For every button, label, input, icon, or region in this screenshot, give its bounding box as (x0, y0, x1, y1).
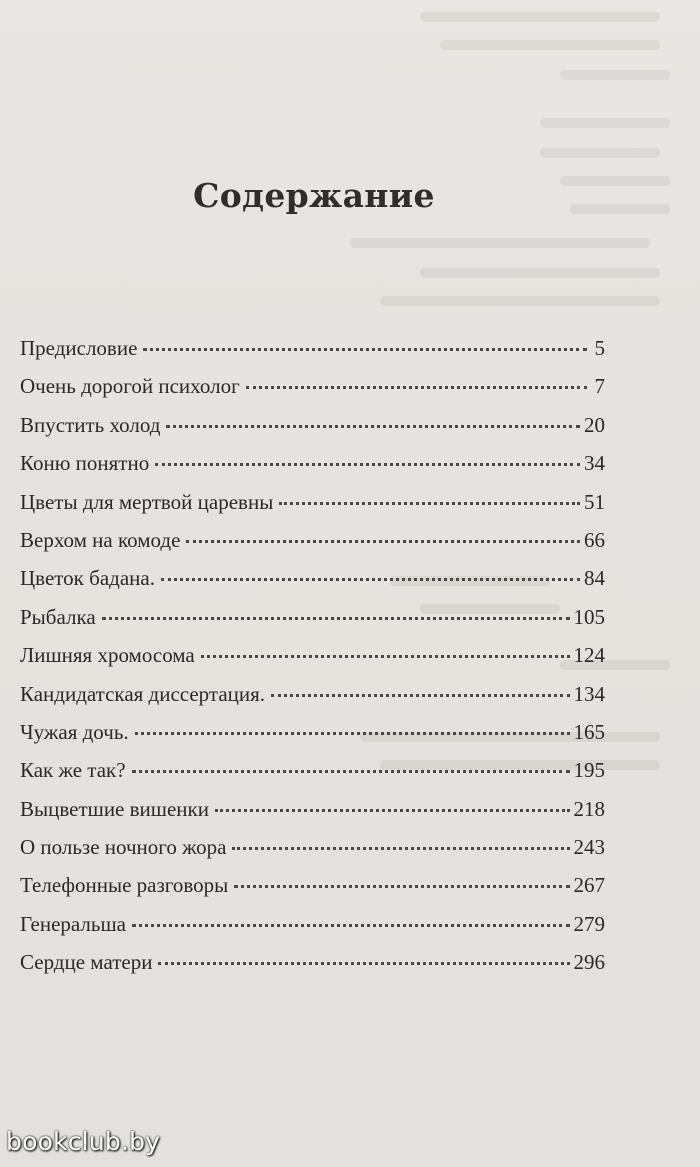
toc-entry (20, 566, 605, 604)
table-of-contents (20, 336, 605, 989)
toc-entry-title: Как же так? (20, 758, 126, 783)
toc-entry-page: 243 (573, 835, 605, 860)
toc-entry-title: Кандидатская диссертация. (20, 681, 266, 706)
bleed-through-line (350, 238, 650, 248)
toc-entry-title: Рыбалка (20, 604, 96, 629)
toc-entry-page: 51 (584, 489, 605, 514)
bleed-through-line (380, 296, 660, 306)
toc-entry (20, 374, 605, 412)
bleed-through-line (420, 268, 660, 278)
toc-entry (20, 797, 605, 835)
dot-leader (271, 694, 569, 697)
dot-leader (201, 655, 570, 658)
dot-leader (232, 847, 569, 850)
toc-entry-title: Коню понятно (20, 451, 150, 476)
toc-entry-page: 218 (573, 796, 605, 821)
dot-leader (215, 809, 570, 812)
bleed-through-line (540, 148, 660, 158)
toc-entry-page: 105 (573, 604, 605, 629)
toc-entry-title: Впустить холод (20, 412, 161, 437)
toc-entry (20, 413, 605, 451)
toc-entry (20, 950, 605, 988)
toc-entry-title: Цветы для мертвой царевны (20, 489, 274, 514)
toc-entry-page: 296 (573, 950, 605, 975)
toc-entry-title: Телефонные разговоры (20, 873, 229, 898)
toc-entry-title: Очень дорогой психолог (20, 374, 240, 399)
toc-entry-page: 34 (584, 451, 605, 476)
toc-entry-title: Выцветшие вишенки (20, 796, 209, 821)
toc-entry-title: Чужая дочь. (20, 719, 129, 744)
toc-entry-page: 20 (584, 412, 605, 437)
dot-leader (158, 962, 569, 965)
toc-entry (20, 720, 605, 758)
dot-leader (186, 540, 580, 543)
dot-leader (161, 578, 580, 581)
toc-entry (20, 451, 605, 489)
dot-leader (279, 502, 580, 505)
toc-entry (20, 912, 605, 950)
toc-entry-page: 7 (594, 374, 605, 399)
bleed-through-line (540, 118, 670, 128)
toc-entry-title: О пользе ночного жора (20, 835, 227, 860)
toc-entry-page: 84 (584, 566, 605, 591)
toc-entry-title: Цветок бадана. (20, 566, 155, 591)
toc-entry-page: 134 (573, 681, 605, 706)
dot-leader (102, 617, 570, 620)
toc-entry-page: 5 (594, 336, 605, 360)
toc-entry-title: Генеральша (20, 911, 126, 936)
toc-entry-page: 66 (584, 527, 605, 552)
toc-entry-page: 195 (573, 758, 605, 783)
dot-leader (132, 770, 570, 773)
toc-entry (20, 490, 605, 528)
toc-entry (20, 758, 605, 796)
toc-entry (20, 682, 605, 720)
toc-entry (20, 835, 605, 873)
toc-entry-page: 165 (573, 719, 605, 744)
toc-entry (20, 528, 605, 566)
toc-entry-title: Предисловие (20, 336, 138, 360)
toc-entry-page: 267 (573, 873, 605, 898)
toc-entry-title: Лишняя хромосома (20, 643, 195, 668)
toc-entry (20, 336, 605, 374)
toc-entry-page: 124 (573, 643, 605, 668)
dot-leader (166, 425, 580, 428)
watermark-logo: bookclub.by (6, 1127, 161, 1156)
dot-leader (155, 463, 580, 466)
bleed-through-line (440, 40, 660, 50)
toc-entry-page: 279 (573, 911, 605, 936)
dot-leader (246, 386, 587, 389)
dot-leader (132, 924, 570, 927)
page-title: Содержание (193, 176, 435, 215)
dot-leader (234, 885, 569, 888)
toc-entry-title: Сердце матери (20, 950, 153, 975)
dot-leader (143, 348, 587, 351)
bleed-through-line (560, 70, 670, 80)
toc-entry-title: Верхом на комоде (20, 527, 181, 552)
toc-entry (20, 605, 605, 643)
dot-leader (135, 732, 570, 735)
toc-entry (20, 643, 605, 681)
toc-entry (20, 873, 605, 911)
bleed-through-line (420, 12, 660, 22)
